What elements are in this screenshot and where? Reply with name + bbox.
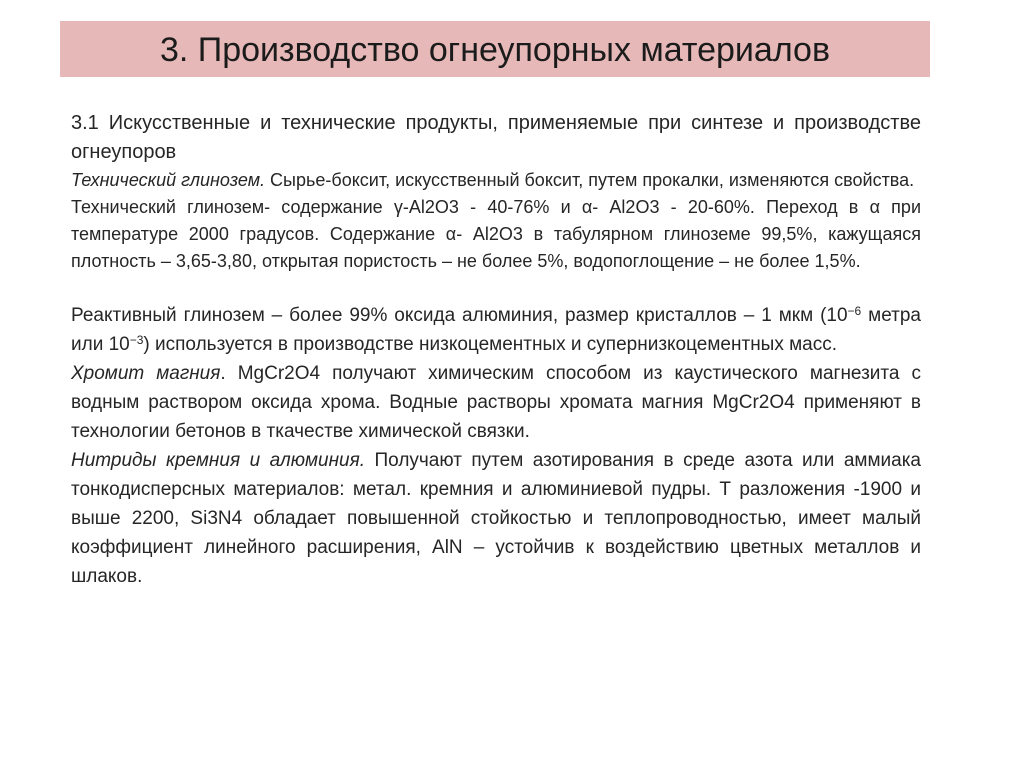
exponent-1: −6 xyxy=(847,304,862,318)
nitrides-description: Получают путем азотирования в среде азота или аммиака тонкодисперсных материалов: метал. кремния и алюминиевой пудры. Т разложения -1900 и выше 2200, Si3N4 обладает повышенной стойкостью и теплопроводностью, имеет малый коэффициент линейного расширения, AlN – устойчив к воздействию цветных металлов и шлаков. xyxy=(71,450,921,587)
term-nitrides: Нитриды кремния и алюминия. xyxy=(71,450,366,471)
paragraph-technical-alumina xyxy=(71,167,921,194)
paragraph-reactive-alumina xyxy=(71,301,921,359)
reactive-alumina-text-3: ) используется в производстве низкоцементных и супернизкоцементных масс. xyxy=(143,334,838,355)
term-magnesium-chromite: Хромит магния xyxy=(71,363,221,384)
paragraph-technical-alumina-details: Технический глинозем- содержание γ-Al2O3 - 40-76% и α- Al2O3 - 20-60%. Переход в α при температуре 2000 градусов. Содержание α- Al2O3 в табулярном глиноземе 99,5%, кажущаяся плотность – 3,65-3,80, открытая пористость – не более 5%, водопоглощение – не более 1,5%. xyxy=(71,197,921,271)
term-technical-alumina: Технический глинозем. xyxy=(71,170,266,190)
section-heading: 3.1 Искусственные и технические продукты, применяемые при синтезе и производстве огнеупоров xyxy=(71,112,921,163)
magnesium-chromite-description: . MgCr2O4 получают химическим способом из каустического магнезита с водным раствором оксида хрома. Водные растворы хромата магния MgCr2O4 применяют в технологии бетонов в ткачестве химической связки. xyxy=(71,363,921,442)
technical-alumina-description: Сырье-боксит, искусственный боксит, путем прокалки, изменяются свойства. xyxy=(265,170,915,190)
paragraph-magnesium-chromite xyxy=(71,359,921,446)
reactive-alumina-text-2: метра или 10 xyxy=(71,305,921,355)
reactive-alumina-text-1: Реактивный глинозем – более 99% оксида алюминия, размер кристаллов – 1 мкм (10 xyxy=(71,305,848,326)
slide-title: 3. Производство огнеупорных материалов xyxy=(159,31,831,69)
slide-content xyxy=(71,109,921,591)
title-bar xyxy=(60,21,930,77)
paragraph-gap xyxy=(71,275,921,301)
paragraph-nitrides xyxy=(71,446,921,591)
exponent-2: −3 xyxy=(129,333,144,347)
